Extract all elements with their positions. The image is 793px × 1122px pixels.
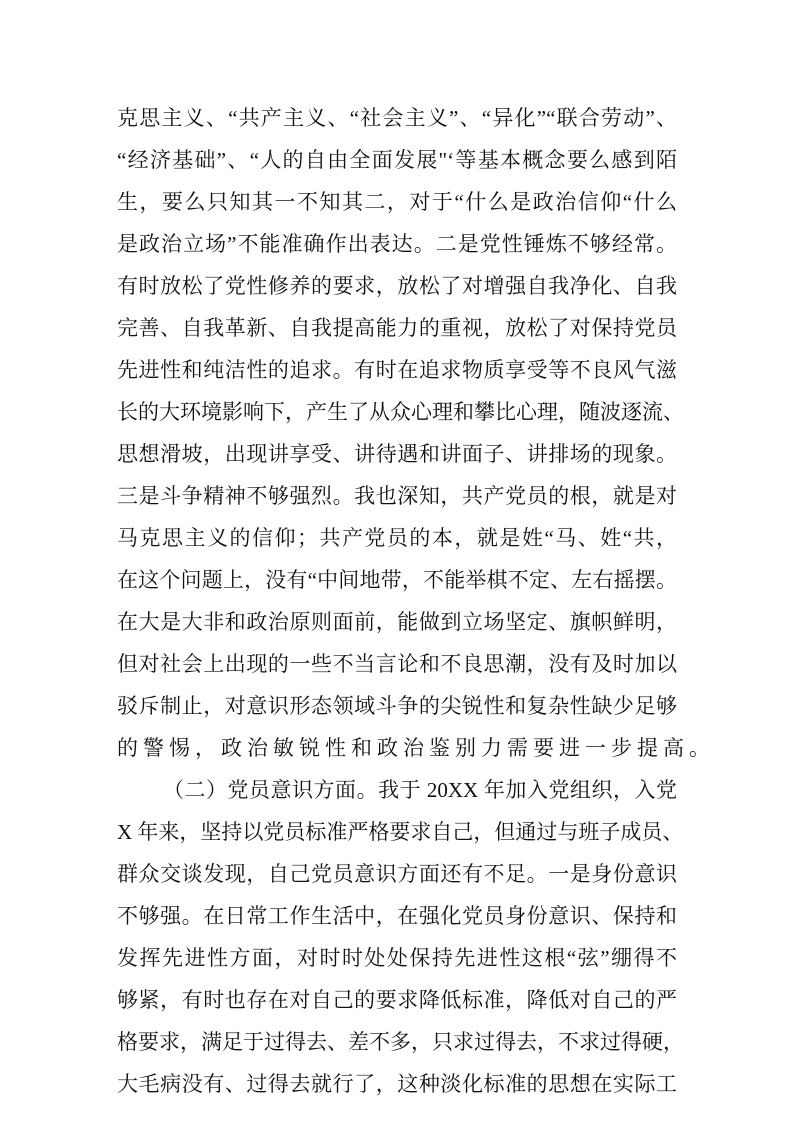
document-page — [117, 97, 715, 1105]
text-line: 的警惕，政治敏锐性和政治鉴别力需要进一步提高。 — [117, 736, 715, 760]
text-line: X 年来，坚持以党员标准严格要求自己，但通过与班子成员、 — [117, 820, 684, 844]
paragraph — [117, 769, 684, 1105]
text-line: 思想滑坡，出现讲享受、讲待遇和讲面子、讲排场的现象。 — [117, 442, 677, 466]
text-line: 在大是大非和政治原则面前，能做到立场坚定、旗帜鲜明， — [117, 610, 677, 634]
text-line: 格要求，满足于过得去、差不多，只求过得去，不求过得硬， — [117, 1030, 684, 1054]
text-line: 先进性和纯洁性的追求。有时在追求物质享受等不良风气滋 — [117, 358, 677, 382]
text-line: 群众交谈发现，自己党员意识方面还有不足。一是身份意识 — [117, 862, 677, 886]
text-line: 大毛病没有、过得去就行了，这种淡化标准的思想在实际工 — [117, 1072, 677, 1096]
text-line: “经济基础”、“人的自由全面发展"‘等基本概念要么感到陌 — [117, 148, 677, 172]
text-line: 完善、自我革新、自我提高能力的重视，放松了对保持党员 — [117, 316, 677, 340]
text-line: 三是斗争精神不够强烈。我也深知，共产党员的根，就是对 — [117, 484, 677, 508]
text-line: 不够强。在日常工作生活中，在强化党员身份意识、保持和 — [117, 904, 677, 928]
text-line: 克思主义、“共产主义、“社会主义”、“异化”“联合劳动”、 — [117, 106, 677, 130]
text-line: 长的大环境影响下，产生了从众心理和攀比心理，随波逐流、 — [117, 400, 684, 424]
paragraph — [117, 97, 715, 769]
text-line: 发挥先进性方面，对时时处处保持先进性这根“弦”绷得不 — [117, 946, 677, 970]
text-line: 生，要么只知其一不知其二，对于“什么是政治信仰“什么 — [117, 190, 677, 214]
text-line: （二）党员意识方面。我于 20XX 年加入党组织，入党 — [163, 778, 677, 802]
text-line: 在这个问题上，没有“中间地带，不能举棋不定、左右摇摆。 — [117, 568, 677, 592]
text-line: 是政治立场”不能准确作出表达。二是党性锤炼不够经常。 — [117, 232, 677, 256]
text-line: 驳斥制止，对意识形态领域斗争的尖锐性和复杂性缺少足够 — [117, 694, 677, 718]
text-line: 马克思主义的信仰；共产党员的本，就是姓“马、姓“共， — [117, 526, 677, 550]
text-line: 够紧，有时也存在对自己的要求降低标准，降低对自己的严 — [117, 988, 677, 1012]
text-line: 但对社会上出现的一些不当言论和不良思潮，没有及时加以 — [117, 652, 677, 676]
text-line: 有时放松了党性修养的要求，放松了对增强自我净化、自我 — [117, 274, 677, 298]
